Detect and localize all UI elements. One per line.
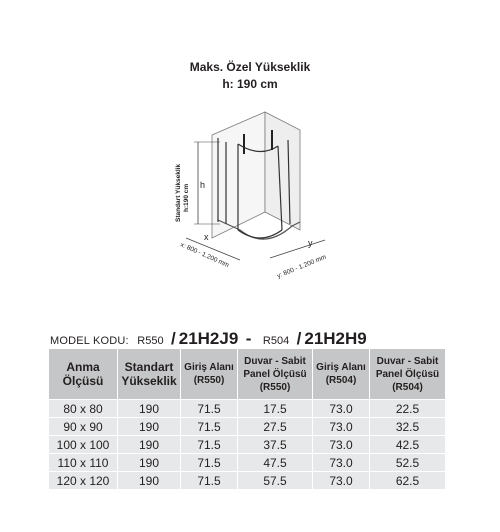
cell-entry-r504: 73.0 bbox=[313, 436, 370, 454]
table-row bbox=[49, 400, 446, 418]
header-panel-r504: Duvar - Sabit Panel Ölçüsü (R504) bbox=[370, 349, 446, 400]
cell-height: 190 bbox=[118, 400, 181, 418]
x-axis-label: x bbox=[204, 232, 209, 242]
cell-entry-r550: 71.5 bbox=[181, 400, 238, 418]
cell-panel-r504: 62.5 bbox=[370, 472, 446, 490]
cell-entry-r504: 73.0 bbox=[313, 418, 370, 436]
cell-size: 90 x 90 bbox=[49, 418, 118, 436]
model-code-1: 21H2J9 bbox=[178, 329, 239, 348]
model-code-label: MODEL KODU: bbox=[50, 335, 129, 347]
cell-panel-r504: 32.5 bbox=[370, 418, 446, 436]
max-height-title: Maks. Özel Yükseklik bbox=[189, 60, 311, 74]
model-r504: R504 bbox=[262, 335, 290, 347]
cell-size: 110 x 110 bbox=[49, 454, 118, 472]
max-height-value: h: 190 cm bbox=[222, 77, 278, 91]
table-row bbox=[49, 436, 446, 454]
cell-size: 100 x 100 bbox=[49, 436, 118, 454]
model-code-2: 21H2H9 bbox=[304, 329, 367, 348]
standard-height-value: h:190 cm bbox=[183, 183, 190, 212]
cell-entry-r504: 73.0 bbox=[313, 472, 370, 490]
y-dimension-line bbox=[270, 240, 325, 258]
cell-entry-r504: 73.0 bbox=[313, 400, 370, 418]
model-r550: R550 bbox=[137, 335, 164, 347]
y-range-label: y: 800 - 1.200 mm bbox=[276, 253, 328, 280]
cell-entry-r550: 71.5 bbox=[181, 436, 238, 454]
cell-entry-r550: 71.5 bbox=[181, 472, 238, 490]
model-slash-1: / bbox=[171, 329, 176, 348]
header-panel-r550: Duvar - Sabit Panel Ölçüsü (R550) bbox=[238, 349, 313, 400]
y-axis-label: y bbox=[308, 238, 313, 248]
cell-panel-r550: 27.5 bbox=[238, 418, 313, 436]
cell-size: 80 x 80 bbox=[49, 400, 118, 418]
cell-size: 120 x 120 bbox=[49, 472, 118, 490]
cell-entry-r550: 71.5 bbox=[181, 418, 238, 436]
cell-panel-r550: 47.5 bbox=[238, 454, 313, 472]
table-row bbox=[49, 454, 446, 472]
cell-panel-r504: 52.5 bbox=[370, 454, 446, 472]
cell-panel-r504: 22.5 bbox=[370, 400, 446, 418]
cell-panel-r550: 17.5 bbox=[238, 400, 313, 418]
table-row bbox=[49, 472, 446, 490]
dimensions-table bbox=[48, 348, 446, 490]
model-dash: - bbox=[245, 329, 252, 348]
table-header-row bbox=[49, 349, 446, 400]
cell-height: 190 bbox=[118, 472, 181, 490]
cell-height: 190 bbox=[118, 418, 181, 436]
cell-height: 190 bbox=[118, 454, 181, 472]
table-row bbox=[49, 418, 446, 436]
header-entry-r550: Giriş Alanı (R550) bbox=[181, 349, 238, 400]
header-nominal-size: Anma Ölçüsü bbox=[49, 349, 118, 400]
standard-height-label: Standart Yükseklik bbox=[175, 163, 182, 222]
header-standard-height: Standart Yükseklik bbox=[118, 349, 181, 400]
cell-panel-r550: 37.5 bbox=[238, 436, 313, 454]
x-range-label: x: 800 - 1.200 mm bbox=[179, 241, 230, 270]
cell-entry-r504: 73.0 bbox=[313, 454, 370, 472]
header-entry-r504: Giriş Alanı (R504) bbox=[313, 349, 370, 400]
cell-height: 190 bbox=[118, 436, 181, 454]
model-slash-2: / bbox=[296, 329, 302, 348]
shower-cabin-diagram bbox=[160, 100, 360, 290]
model-code-line bbox=[50, 329, 367, 349]
back-wall-right bbox=[265, 112, 300, 230]
height-label: h bbox=[200, 180, 206, 190]
cell-panel-r504: 42.5 bbox=[370, 436, 446, 454]
cell-entry-r550: 71.5 bbox=[181, 454, 238, 472]
cell-panel-r550: 57.5 bbox=[238, 472, 313, 490]
